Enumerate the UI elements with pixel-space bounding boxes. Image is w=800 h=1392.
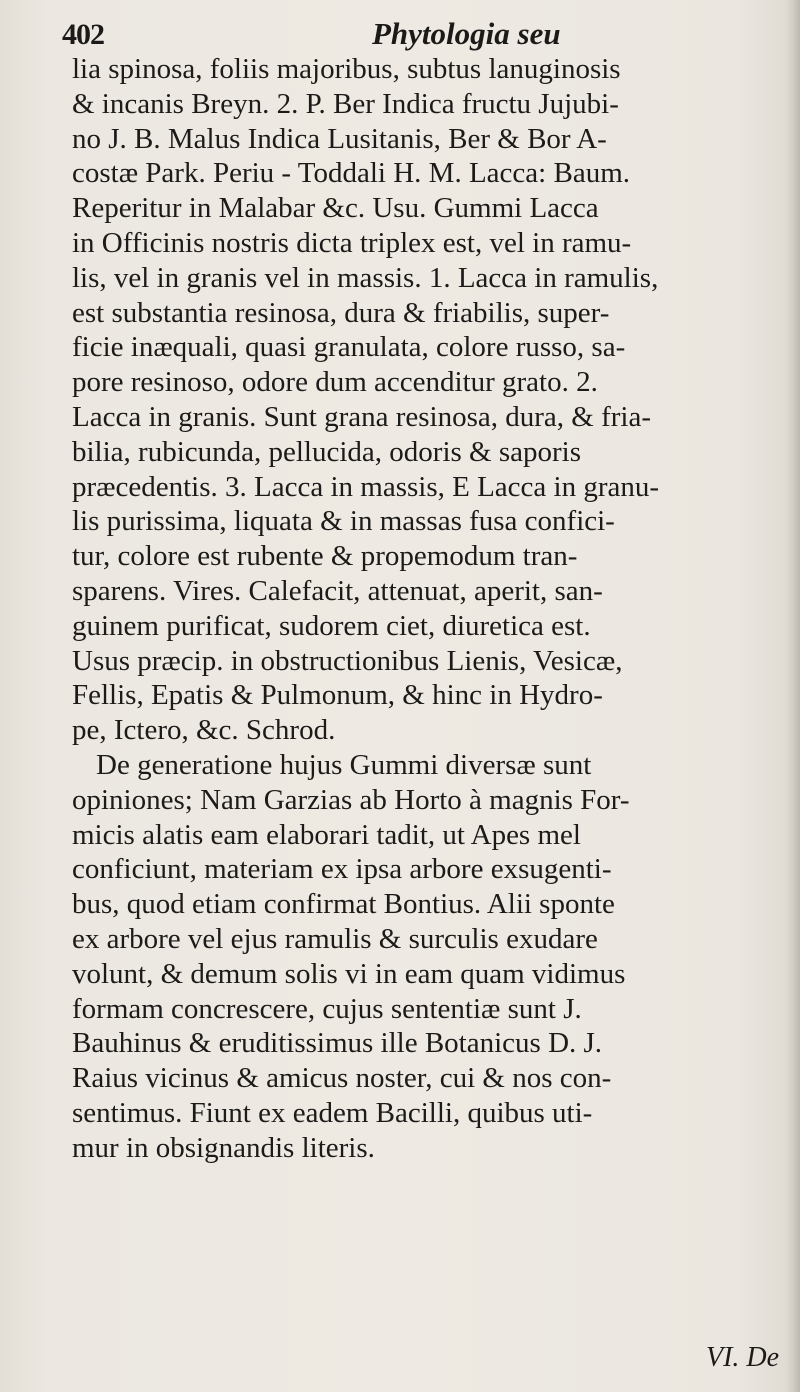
text-line: lia spinosa, foliis majoribus, subtus lanuginosis bbox=[72, 53, 621, 85]
text-line: est substantia resinosa, dura & friabilis, super- bbox=[72, 296, 610, 329]
text-line: Fellis, Epatis & Pulmonum, & hinc in Hydro- bbox=[72, 679, 603, 712]
text-line: lis, vel in granis vel in massis. 1. Lacca in ramulis, bbox=[72, 261, 659, 294]
text-line: Lacca in granis. Sunt grana resinosa, dura, & fria- bbox=[72, 400, 651, 433]
page-number: 402 bbox=[62, 18, 104, 51]
text-line: opiniones; Nam Garzias ab Horto à magnis For- bbox=[72, 783, 630, 816]
text-line: lis purissima, liquata & in massas fusa confici- bbox=[72, 505, 615, 538]
text-line: Raius vicinus & amicus noster, cui & nos con- bbox=[72, 1062, 612, 1095]
text-line: bus, quod etiam confirmat Bontius. Alii sponte bbox=[72, 888, 615, 921]
text-line: ex arbore vel ejus ramulis & surculis exudare bbox=[72, 922, 598, 955]
text-line: & incanis Breyn. 2. P. Ber Indica fructu Jujubi- bbox=[72, 87, 619, 120]
catchword: VI. De bbox=[706, 1342, 780, 1373]
body-text bbox=[72, 52, 792, 1166]
text-line: costæ Park. Periu - Toddali H. M. Lacca: Baum. bbox=[72, 157, 630, 190]
running-title: Phytologia seu bbox=[372, 16, 561, 51]
text-line: bilia, rubicunda, pellucida, odoris & saporis bbox=[72, 435, 582, 468]
text-line: no J. B. Malus Indica Lusitanis, Ber & Bor A- bbox=[72, 122, 607, 155]
text-line: pe, Ictero, &c. Schrod. bbox=[72, 714, 336, 747]
text-line: sparens. Vires. Calefacit, attenuat, aperit, san- bbox=[72, 574, 603, 607]
text-line: Usus præcip. in obstructionibus Lienis, Vesicæ, bbox=[72, 644, 623, 677]
text-line: conficiunt, materiam ex ipsa arbore exsugenti- bbox=[72, 853, 612, 886]
text-line: volunt, & demum solis vi in eam quam vidimus bbox=[72, 957, 626, 990]
text-line: guinem purificat, sudorem ciet, diuretica est. bbox=[72, 609, 591, 642]
text-line: sentimus. Fiunt ex eadem Bacilli, quibus uti- bbox=[72, 1096, 593, 1129]
text-line: micis alatis eam elaborari tadit, ut Apes mel bbox=[72, 818, 581, 851]
text-line: Reperitur in Malabar &c. Usu. Gummi Lacca bbox=[72, 192, 599, 225]
text-line: præcedentis. 3. Lacca in massis, E Lacca in granu- bbox=[72, 470, 660, 503]
text-line: pore resinoso, odore dum accenditur grato. 2. bbox=[72, 366, 598, 399]
text-line: in Officinis nostris dicta triplex est, vel in ramu- bbox=[72, 226, 632, 259]
page-header bbox=[62, 14, 762, 56]
paragraph-start-line: De generatione hujus Gummi diversæ sunt bbox=[96, 748, 592, 781]
text-line: tur, colore est rubente & propemodum tran- bbox=[72, 540, 578, 573]
text-line: ficie inæquali, quasi granulata, colore russo, sa- bbox=[72, 331, 626, 364]
text-line: Bauhinus & eruditissimus ille Botanicus D. J. bbox=[72, 1027, 603, 1060]
text-line: formam concrescere, cujus sententiæ sunt J. bbox=[72, 992, 582, 1025]
text-line: mur in obsignandis literis. bbox=[72, 1131, 375, 1164]
